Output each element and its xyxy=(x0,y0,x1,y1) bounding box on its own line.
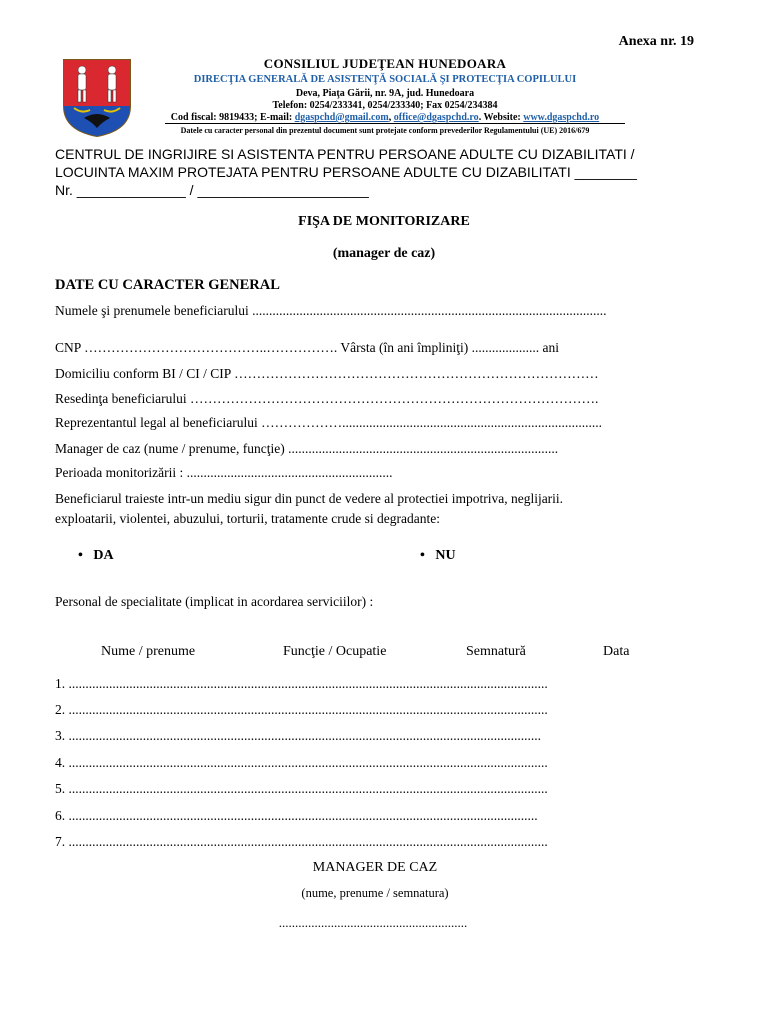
address-line: Deva, Piaţa Gării, nr. 9A, jud. Hunedoara xyxy=(295,88,475,99)
council-name: CONSILIUL JUDEŢEAN HUNEDOARA xyxy=(263,56,507,71)
option-da-label: DA xyxy=(93,548,114,563)
directorate-name: DIRECŢIA GENERALĂ DE ASISTENŢĂ SOCIALĂ ŞI PROTECŢIA COPILULUI xyxy=(193,74,577,85)
staff-row: 5. .............................................................................................................................................. xyxy=(55,781,548,796)
staff-row: 6. ........................................................................................................................................... xyxy=(55,808,538,823)
field-beneficiary-name: Numele şi prenumele beneficiarului ......................................................................................................... xyxy=(55,303,607,318)
staff-row: 3. ............................................................................................................................................ xyxy=(55,728,541,743)
signature-subtitle: (nume, prenume / semnatura) xyxy=(301,886,449,900)
column-function: Funcţie / Ocupatie xyxy=(283,644,387,659)
option-da[interactable] xyxy=(78,548,114,564)
section-title: DATE CU CARACTER GENERAL xyxy=(55,277,280,293)
website-link[interactable]: www.dgaspchd.ro xyxy=(523,112,600,123)
statement-line-2: exploatarii, violentei, abuzului, torturii, tratamente crude si degradante: xyxy=(55,511,440,526)
staff-row: 1. .............................................................................................................................................. xyxy=(55,676,548,691)
signature-line: .......................................................... xyxy=(278,915,468,930)
staff-label: Personal de specialitate (implicat in acordarea serviciilor) : xyxy=(55,594,374,609)
registration-number: Nr. ______________ / ______________________ xyxy=(55,182,369,198)
document-title: FIŞA DE MONITORIZARE xyxy=(298,214,470,229)
field-case-manager: Manager de caz (nume / prenume, funcţie) ................................................................................ xyxy=(55,441,559,456)
field-cnp-age: CNP …………………………………..……………. Vârsta (în ani împliniţi) .................... ani xyxy=(55,340,559,355)
header-divider xyxy=(165,123,625,124)
column-name: Nume / prenume xyxy=(101,644,196,659)
field-legal-representative: Reprezentantul legal al beneficiarului ………………............................................................................. xyxy=(55,415,603,430)
annex-number: Anexa nr. 19 xyxy=(618,34,694,49)
column-date: Data xyxy=(603,644,630,659)
phone-line: Telefon: 0254/233341, 0254/233340; Fax 0254/234384 xyxy=(272,100,498,111)
statement-line-1: Beneficiarul traieste intr-un mediu sigur din punct de vedere al protectiei impotriva, neglijarii. xyxy=(55,491,564,506)
center-line-1: CENTRUL DE INGRIJIRE SI ASISTENTA PENTRU PERSOANE ADULTE CU DIZABILITATI / xyxy=(55,146,635,162)
fiscal-code: Cod fiscal: 9819433; E-mail: xyxy=(170,112,295,123)
staff-row: 2. .............................................................................................................................................. xyxy=(55,702,548,717)
signature-title: MANAGER DE CAZ xyxy=(312,860,438,875)
county-coat-of-arms-icon xyxy=(62,58,132,138)
option-nu[interactable] xyxy=(420,548,456,564)
bullet-icon: • xyxy=(78,548,83,563)
center-line-2: LOCUINTA MAXIM PROTEJATA PENTRU PERSOANE ADULTE CU DIZABILITATI ________ xyxy=(55,164,637,180)
document-subtitle: (manager de caz) xyxy=(332,246,436,261)
website-label: . Website: xyxy=(478,112,524,123)
bullet-icon: • xyxy=(420,548,425,563)
staff-row: 7. .............................................................................................................................................. xyxy=(55,834,548,849)
staff-row: 4. .............................................................................................................................................. xyxy=(55,755,548,770)
option-nu-label: NU xyxy=(435,548,456,563)
gdpr-notice: Datele cu caracter personal din prezentul document sunt protejate conform prevederilor Regulamentului (UE) 2016/679 xyxy=(180,126,590,135)
field-residence: Resedinţa beneficiarului ………………………………………………………………………………. xyxy=(55,391,599,406)
field-monitoring-period: Perioada monitorizării : ............................................................. xyxy=(55,465,393,480)
email-link-1[interactable]: dgaspchd@gmail.com xyxy=(294,112,389,123)
field-domicile: Domiciliu conform BI / CI / CIP ……………………………………………………………………… xyxy=(55,366,599,381)
email-separator: , xyxy=(388,112,394,123)
email-link-2[interactable]: office@dgaspchd.ro xyxy=(393,112,479,123)
column-signature: Semnatură xyxy=(466,644,526,659)
